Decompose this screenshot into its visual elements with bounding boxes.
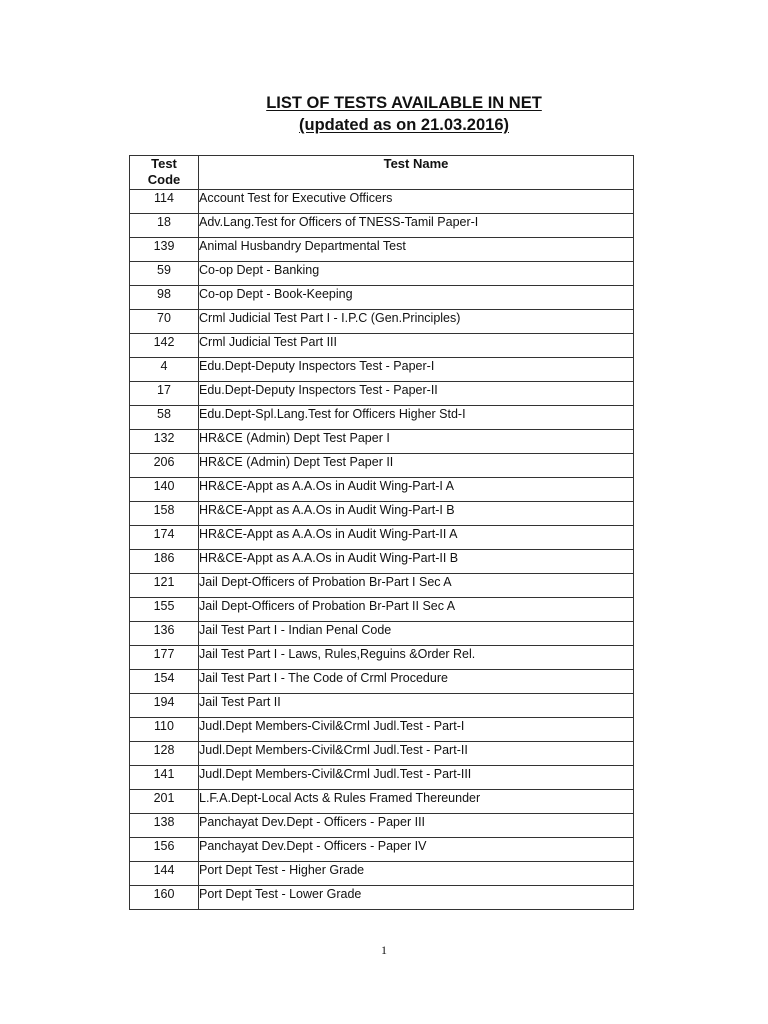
table-row xyxy=(130,622,634,646)
test-name-cell: Edu.Dept-Spl.Lang.Test for Officers Higher Std-I xyxy=(199,406,634,430)
table-row xyxy=(130,742,634,766)
table-row xyxy=(130,430,634,454)
table-row xyxy=(130,286,634,310)
table-row xyxy=(130,190,634,214)
test-code-cell: 141 xyxy=(130,766,199,790)
test-name-cell: Jail Test Part II xyxy=(199,694,634,718)
test-code-cell: 160 xyxy=(130,886,199,910)
test-name-cell: HR&CE-Appt as A.A.Os in Audit Wing-Part-I B xyxy=(199,502,634,526)
test-code-cell: 177 xyxy=(130,646,199,670)
test-code-cell: 114 xyxy=(130,190,199,214)
test-code-cell: 58 xyxy=(130,406,199,430)
test-name-cell: Adv.Lang.Test for Officers of TNESS-Tamil Paper-I xyxy=(199,214,634,238)
test-name-cell: Animal Husbandry Departmental Test xyxy=(199,238,634,262)
test-name-cell: Jail Dept-Officers of Probation Br-Part I Sec A xyxy=(199,574,634,598)
table-row xyxy=(130,790,634,814)
table-row xyxy=(130,718,634,742)
table-row xyxy=(130,406,634,430)
test-name-cell: Judl.Dept Members-Civil&Crml Judl.Test - Part-II xyxy=(199,742,634,766)
tests-table xyxy=(129,155,634,910)
test-code-cell: 201 xyxy=(130,790,199,814)
table-row xyxy=(130,574,634,598)
title-line-1-wrap xyxy=(0,93,768,114)
page-number: 1 xyxy=(381,943,387,957)
table-row xyxy=(130,382,634,406)
test-code-cell: 4 xyxy=(130,358,199,382)
table-row xyxy=(130,862,634,886)
test-code-cell: 121 xyxy=(130,574,199,598)
test-code-cell: 158 xyxy=(130,502,199,526)
table-row xyxy=(130,598,634,622)
table-row xyxy=(130,214,634,238)
document-subtitle: (updated as on 21.03.2016) xyxy=(299,116,509,134)
table-row xyxy=(130,766,634,790)
document-title: LIST OF TESTS AVAILABLE IN NET xyxy=(266,94,542,112)
test-code-cell: 59 xyxy=(130,262,199,286)
test-name-cell: Judl.Dept Members-Civil&Crml Judl.Test - Part-I xyxy=(199,718,634,742)
table-row xyxy=(130,550,634,574)
test-name-cell: Jail Test Part I - Indian Penal Code xyxy=(199,622,634,646)
table-row xyxy=(130,238,634,262)
table-row xyxy=(130,814,634,838)
test-name-header: Test Name xyxy=(199,156,634,190)
test-code-cell: 139 xyxy=(130,238,199,262)
test-code-cell: 144 xyxy=(130,862,199,886)
test-name-cell: Port Dept Test - Lower Grade xyxy=(199,886,634,910)
test-code-cell: 206 xyxy=(130,454,199,478)
tests-table-body xyxy=(130,190,634,910)
test-code-cell: 194 xyxy=(130,694,199,718)
test-code-cell: 156 xyxy=(130,838,199,862)
test-name-cell: Jail Dept-Officers of Probation Br-Part II Sec A xyxy=(199,598,634,622)
test-code-cell: 18 xyxy=(130,214,199,238)
test-name-cell: Port Dept Test - Higher Grade xyxy=(199,862,634,886)
test-name-cell: HR&CE (Admin) Dept Test Paper I xyxy=(199,430,634,454)
table-row xyxy=(130,334,634,358)
table-row xyxy=(130,646,634,670)
test-name-cell: HR&CE-Appt as A.A.Os in Audit Wing-Part-II B xyxy=(199,550,634,574)
test-code-cell: 70 xyxy=(130,310,199,334)
table-row xyxy=(130,670,634,694)
table-row xyxy=(130,694,634,718)
test-code-cell: 142 xyxy=(130,334,199,358)
test-code-cell: 110 xyxy=(130,718,199,742)
test-code-cell: 98 xyxy=(130,286,199,310)
table-row xyxy=(130,310,634,334)
test-name-cell: Jail Test Part I - The Code of Crml Procedure xyxy=(199,670,634,694)
table-row xyxy=(130,526,634,550)
test-code-cell: 140 xyxy=(130,478,199,502)
test-name-cell: Panchayat Dev.Dept - Officers - Paper IV xyxy=(199,838,634,862)
test-code-header: Test Code xyxy=(130,156,199,190)
test-name-cell: Account Test for Executive Officers xyxy=(199,190,634,214)
title-line-2-wrap xyxy=(0,115,768,136)
test-name-cell: Co-op Dept - Banking xyxy=(199,262,634,286)
table-row xyxy=(130,838,634,862)
test-code-cell: 128 xyxy=(130,742,199,766)
table-row xyxy=(130,454,634,478)
test-code-cell: 154 xyxy=(130,670,199,694)
test-name-cell: Judl.Dept Members-Civil&Crml Judl.Test - Part-III xyxy=(199,766,634,790)
test-name-cell: HR&CE (Admin) Dept Test Paper II xyxy=(199,454,634,478)
test-code-cell: 138 xyxy=(130,814,199,838)
test-name-cell: Edu.Dept-Deputy Inspectors Test - Paper-I xyxy=(199,358,634,382)
test-name-cell: Jail Test Part I - Laws, Rules,Reguins &Order Rel. xyxy=(199,646,634,670)
test-name-cell: Panchayat Dev.Dept - Officers - Paper III xyxy=(199,814,634,838)
table-row xyxy=(130,502,634,526)
test-name-cell: Crml Judicial Test Part III xyxy=(199,334,634,358)
test-code-cell: 136 xyxy=(130,622,199,646)
test-name-cell: Edu.Dept-Deputy Inspectors Test - Paper-II xyxy=(199,382,634,406)
test-name-cell: HR&CE-Appt as A.A.Os in Audit Wing-Part-I A xyxy=(199,478,634,502)
test-name-cell: L.F.A.Dept-Local Acts & Rules Framed Thereunder xyxy=(199,790,634,814)
table-row xyxy=(130,262,634,286)
test-code-cell: 155 xyxy=(130,598,199,622)
table-row xyxy=(130,358,634,382)
test-code-cell: 174 xyxy=(130,526,199,550)
test-code-cell: 186 xyxy=(130,550,199,574)
test-name-cell: Co-op Dept - Book-Keeping xyxy=(199,286,634,310)
test-code-cell: 17 xyxy=(130,382,199,406)
table-row xyxy=(130,478,634,502)
test-name-cell: Crml Judicial Test Part I - I.P.C (Gen.Principles) xyxy=(199,310,634,334)
test-code-cell: 132 xyxy=(130,430,199,454)
table-row xyxy=(130,886,634,910)
table-header-row xyxy=(130,156,634,190)
test-name-cell: HR&CE-Appt as A.A.Os in Audit Wing-Part-II A xyxy=(199,526,634,550)
